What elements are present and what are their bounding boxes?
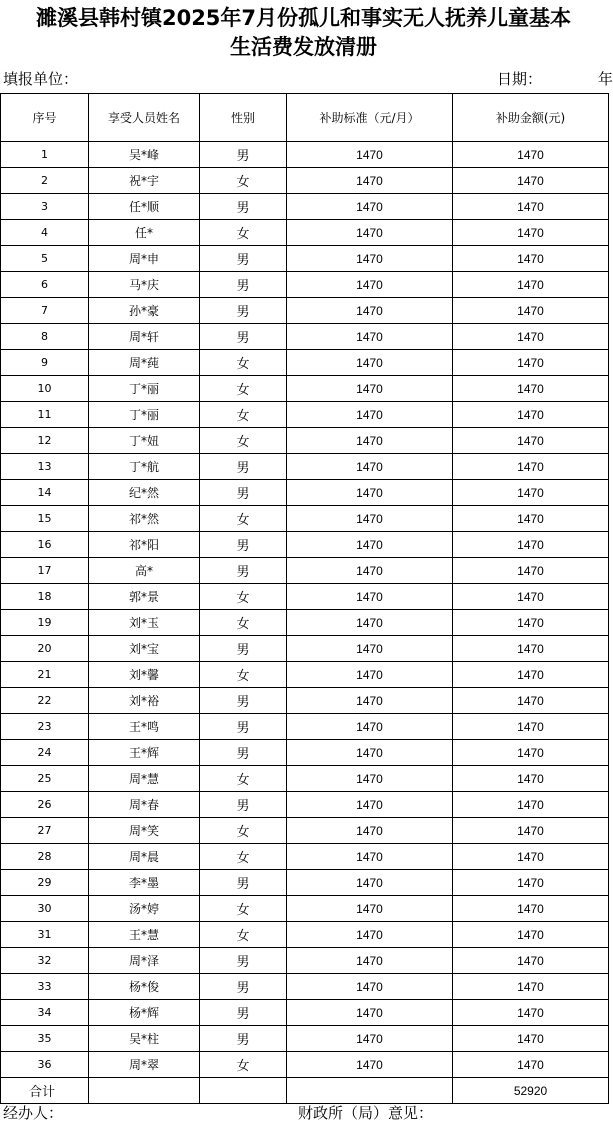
cell-no: 30: [1, 896, 89, 922]
cell-standard: 1470: [287, 766, 453, 792]
cell-gender: 男: [200, 532, 287, 558]
cell-amount: 1470: [453, 688, 609, 714]
table-row: [1, 1026, 609, 1052]
table-row: [1, 168, 609, 194]
table-header-row: [1, 94, 609, 142]
total-empty-standard: [287, 1078, 453, 1104]
table-row: [1, 636, 609, 662]
cell-standard: 1470: [287, 376, 453, 402]
cell-amount: 1470: [453, 896, 609, 922]
table-row: [1, 610, 609, 636]
cell-no: 19: [1, 610, 89, 636]
cell-no: 24: [1, 740, 89, 766]
cell-standard: 1470: [287, 454, 453, 480]
cell-gender: 男: [200, 792, 287, 818]
cell-amount: 1470: [453, 350, 609, 376]
cell-gender: 女: [200, 766, 287, 792]
cell-standard: 1470: [287, 948, 453, 974]
table-row: [1, 506, 609, 532]
cell-amount: 1470: [453, 1000, 609, 1026]
table-row: [1, 1000, 609, 1026]
cell-standard: 1470: [287, 714, 453, 740]
cell-no: 34: [1, 1000, 89, 1026]
header-name: 享受人员姓名: [89, 94, 200, 142]
cell-gender: 女: [200, 844, 287, 870]
cell-amount: 1470: [453, 220, 609, 246]
cell-amount: 1470: [453, 168, 609, 194]
cell-gender: 男: [200, 688, 287, 714]
cell-amount: 1470: [453, 766, 609, 792]
cell-standard: 1470: [287, 584, 453, 610]
cell-name: 杨*辉: [89, 1000, 200, 1026]
cell-amount: 1470: [453, 1026, 609, 1052]
cell-no: 17: [1, 558, 89, 584]
cell-amount: 1470: [453, 922, 609, 948]
cell-gender: 男: [200, 194, 287, 220]
cell-standard: 1470: [287, 506, 453, 532]
cell-amount: 1470: [453, 636, 609, 662]
cell-gender: 女: [200, 168, 287, 194]
cell-amount: 1470: [453, 740, 609, 766]
cell-amount: 1470: [453, 870, 609, 896]
cell-no: 15: [1, 506, 89, 532]
cell-name: 周*翠: [89, 1052, 200, 1078]
table-row: [1, 376, 609, 402]
table-row: [1, 298, 609, 324]
cell-name: 丁*妞: [89, 428, 200, 454]
cell-gender: 男: [200, 454, 287, 480]
table-row: [1, 194, 609, 220]
cell-amount: 1470: [453, 324, 609, 350]
total-label: 合计: [1, 1078, 89, 1104]
cell-gender: 女: [200, 662, 287, 688]
cell-gender: 女: [200, 584, 287, 610]
cell-no: 7: [1, 298, 89, 324]
cell-name: 吴*柱: [89, 1026, 200, 1052]
cell-standard: 1470: [287, 220, 453, 246]
cell-name: 周*笑: [89, 818, 200, 844]
header-amount: 补助金额(元): [453, 94, 609, 142]
cell-name: 吴*峰: [89, 142, 200, 168]
cell-gender: 男: [200, 1000, 287, 1026]
cell-gender: 女: [200, 896, 287, 922]
cell-standard: 1470: [287, 1026, 453, 1052]
page-title: [0, 4, 607, 62]
cell-no: 21: [1, 662, 89, 688]
cell-gender: 女: [200, 506, 287, 532]
cell-no: 22: [1, 688, 89, 714]
cell-amount: 1470: [453, 506, 609, 532]
cell-standard: 1470: [287, 168, 453, 194]
table-row: [1, 766, 609, 792]
cell-no: 11: [1, 402, 89, 428]
cell-no: 27: [1, 818, 89, 844]
table-row: [1, 324, 609, 350]
cell-name: 汤*婷: [89, 896, 200, 922]
cell-name: 王*慧: [89, 922, 200, 948]
cell-no: 13: [1, 454, 89, 480]
cell-gender: 男: [200, 298, 287, 324]
cell-name: 周*申: [89, 246, 200, 272]
cell-name: 丁*丽: [89, 376, 200, 402]
cell-no: 2: [1, 168, 89, 194]
cell-name: 刘*玉: [89, 610, 200, 636]
table-row: [1, 870, 609, 896]
cell-no: 8: [1, 324, 89, 350]
table-row: [1, 974, 609, 1000]
cell-no: 5: [1, 246, 89, 272]
cell-no: 6: [1, 272, 89, 298]
cell-amount: 1470: [453, 974, 609, 1000]
cell-gender: 女: [200, 220, 287, 246]
cell-standard: 1470: [287, 272, 453, 298]
cell-amount: 1470: [453, 584, 609, 610]
cell-no: 35: [1, 1026, 89, 1052]
cell-standard: 1470: [287, 688, 453, 714]
cell-name: 周*春: [89, 792, 200, 818]
cell-name: 祁*阳: [89, 532, 200, 558]
cell-gender: 男: [200, 740, 287, 766]
cell-gender: 女: [200, 428, 287, 454]
total-empty-name: [89, 1078, 200, 1104]
cell-no: 33: [1, 974, 89, 1000]
cell-standard: 1470: [287, 532, 453, 558]
cell-gender: 女: [200, 922, 287, 948]
cell-name: 任*: [89, 220, 200, 246]
cell-name: 周*慧: [89, 766, 200, 792]
cell-no: 18: [1, 584, 89, 610]
cell-amount: 1470: [453, 298, 609, 324]
table-row: [1, 818, 609, 844]
cell-amount: 1470: [453, 844, 609, 870]
cell-standard: 1470: [287, 428, 453, 454]
cell-standard: 1470: [287, 480, 453, 506]
table-row: [1, 662, 609, 688]
cell-amount: 1470: [453, 142, 609, 168]
cell-gender: 女: [200, 402, 287, 428]
cell-standard: 1470: [287, 194, 453, 220]
cell-name: 刘*馨: [89, 662, 200, 688]
table-row: [1, 740, 609, 766]
table-row: [1, 142, 609, 168]
cell-gender: 男: [200, 480, 287, 506]
table-row: [1, 584, 609, 610]
cell-name: 郭*景: [89, 584, 200, 610]
cell-gender: 男: [200, 324, 287, 350]
cell-standard: 1470: [287, 818, 453, 844]
cell-name: 高*: [89, 558, 200, 584]
cell-amount: 1470: [453, 194, 609, 220]
title-line-1: 濉溪县韩村镇2025年7月份孤儿和事实无人抚养儿童基本: [35, 6, 572, 30]
table-row: [1, 948, 609, 974]
table-row: [1, 896, 609, 922]
table-row: [1, 272, 609, 298]
cell-no: 10: [1, 376, 89, 402]
total-row: [1, 1078, 609, 1104]
cell-no: 32: [1, 948, 89, 974]
cell-no: 12: [1, 428, 89, 454]
cell-name: 周*轩: [89, 324, 200, 350]
cell-gender: 男: [200, 142, 287, 168]
cell-no: 31: [1, 922, 89, 948]
cell-name: 祁*然: [89, 506, 200, 532]
cell-gender: 女: [200, 1052, 287, 1078]
cell-gender: 男: [200, 558, 287, 584]
total-value: 52920: [453, 1078, 609, 1104]
cell-gender: 女: [200, 376, 287, 402]
cell-standard: 1470: [287, 1052, 453, 1078]
cell-standard: 1470: [287, 974, 453, 1000]
cell-name: 杨*俊: [89, 974, 200, 1000]
cell-standard: 1470: [287, 558, 453, 584]
cell-standard: 1470: [287, 896, 453, 922]
cell-amount: 1470: [453, 662, 609, 688]
cell-standard: 1470: [287, 792, 453, 818]
cell-standard: 1470: [287, 142, 453, 168]
total-empty-gender: [200, 1078, 287, 1104]
cell-standard: 1470: [287, 844, 453, 870]
cell-amount: 1470: [453, 454, 609, 480]
handler-label: 经办人：: [3, 1104, 64, 1122]
cell-gender: 女: [200, 818, 287, 844]
finance-opinion-label: 财政所（局）意见：: [298, 1104, 434, 1122]
cell-amount: 1470: [453, 1052, 609, 1078]
cell-amount: 1470: [453, 792, 609, 818]
cell-name: 刘*宝: [89, 636, 200, 662]
cell-gender: 女: [200, 610, 287, 636]
reporting-unit-label: 填报单位：: [3, 70, 79, 88]
cell-no: 29: [1, 870, 89, 896]
cell-gender: 男: [200, 246, 287, 272]
table-row: [1, 532, 609, 558]
table-row: [1, 792, 609, 818]
cell-gender: 男: [200, 974, 287, 1000]
cell-no: 9: [1, 350, 89, 376]
title-line-2: 生活费发放清册: [230, 35, 377, 59]
cell-name: 王*辉: [89, 740, 200, 766]
cell-standard: 1470: [287, 922, 453, 948]
cell-standard: 1470: [287, 298, 453, 324]
cell-name: 祝*宇: [89, 168, 200, 194]
cell-amount: 1470: [453, 246, 609, 272]
date-year-label: 年: [598, 70, 613, 88]
cell-standard: 1470: [287, 870, 453, 896]
cell-no: 26: [1, 792, 89, 818]
cell-gender: 男: [200, 636, 287, 662]
cell-standard: 1470: [287, 662, 453, 688]
table-row: [1, 350, 609, 376]
header-gender: 性别: [200, 94, 287, 142]
table-row: [1, 246, 609, 272]
cell-name: 周*泽: [89, 948, 200, 974]
cell-amount: 1470: [453, 376, 609, 402]
cell-standard: 1470: [287, 324, 453, 350]
table-row: [1, 220, 609, 246]
cell-name: 孙*豪: [89, 298, 200, 324]
cell-standard: 1470: [287, 610, 453, 636]
table-row: [1, 922, 609, 948]
cell-amount: 1470: [453, 714, 609, 740]
cell-amount: 1470: [453, 610, 609, 636]
cell-name: 丁*丽: [89, 402, 200, 428]
table-row: [1, 688, 609, 714]
cell-amount: 1470: [453, 480, 609, 506]
cell-no: 4: [1, 220, 89, 246]
cell-name: 任*顺: [89, 194, 200, 220]
cell-gender: 男: [200, 1026, 287, 1052]
cell-gender: 男: [200, 948, 287, 974]
cell-no: 3: [1, 194, 89, 220]
table-row: [1, 558, 609, 584]
table-row: [1, 1052, 609, 1078]
cell-no: 28: [1, 844, 89, 870]
cell-no: 1: [1, 142, 89, 168]
subsidy-table: [0, 93, 609, 1104]
cell-name: 李*墨: [89, 870, 200, 896]
cell-standard: 1470: [287, 350, 453, 376]
table-row: [1, 428, 609, 454]
cell-amount: 1470: [453, 532, 609, 558]
cell-amount: 1470: [453, 402, 609, 428]
cell-no: 16: [1, 532, 89, 558]
cell-standard: 1470: [287, 246, 453, 272]
cell-no: 23: [1, 714, 89, 740]
header-standard: 补助标准（元/月）: [287, 94, 453, 142]
cell-standard: 1470: [287, 636, 453, 662]
cell-amount: 1470: [453, 948, 609, 974]
cell-amount: 1470: [453, 272, 609, 298]
date-label: 日期：: [497, 70, 543, 88]
cell-name: 王*鸣: [89, 714, 200, 740]
header-no: 序号: [1, 94, 89, 142]
cell-name: 丁*航: [89, 454, 200, 480]
cell-amount: 1470: [453, 428, 609, 454]
cell-gender: 男: [200, 714, 287, 740]
cell-amount: 1470: [453, 818, 609, 844]
table-row: [1, 844, 609, 870]
cell-standard: 1470: [287, 1000, 453, 1026]
cell-name: 周*莼: [89, 350, 200, 376]
table-row: [1, 480, 609, 506]
table-row: [1, 454, 609, 480]
cell-name: 周*晨: [89, 844, 200, 870]
cell-no: 36: [1, 1052, 89, 1078]
cell-no: 20: [1, 636, 89, 662]
cell-no: 25: [1, 766, 89, 792]
cell-name: 刘*裕: [89, 688, 200, 714]
table-row: [1, 714, 609, 740]
cell-gender: 女: [200, 350, 287, 376]
cell-name: 纪*然: [89, 480, 200, 506]
cell-amount: 1470: [453, 558, 609, 584]
cell-gender: 男: [200, 272, 287, 298]
table-row: [1, 402, 609, 428]
cell-gender: 男: [200, 870, 287, 896]
cell-name: 马*庆: [89, 272, 200, 298]
cell-standard: 1470: [287, 402, 453, 428]
cell-standard: 1470: [287, 740, 453, 766]
cell-no: 14: [1, 480, 89, 506]
